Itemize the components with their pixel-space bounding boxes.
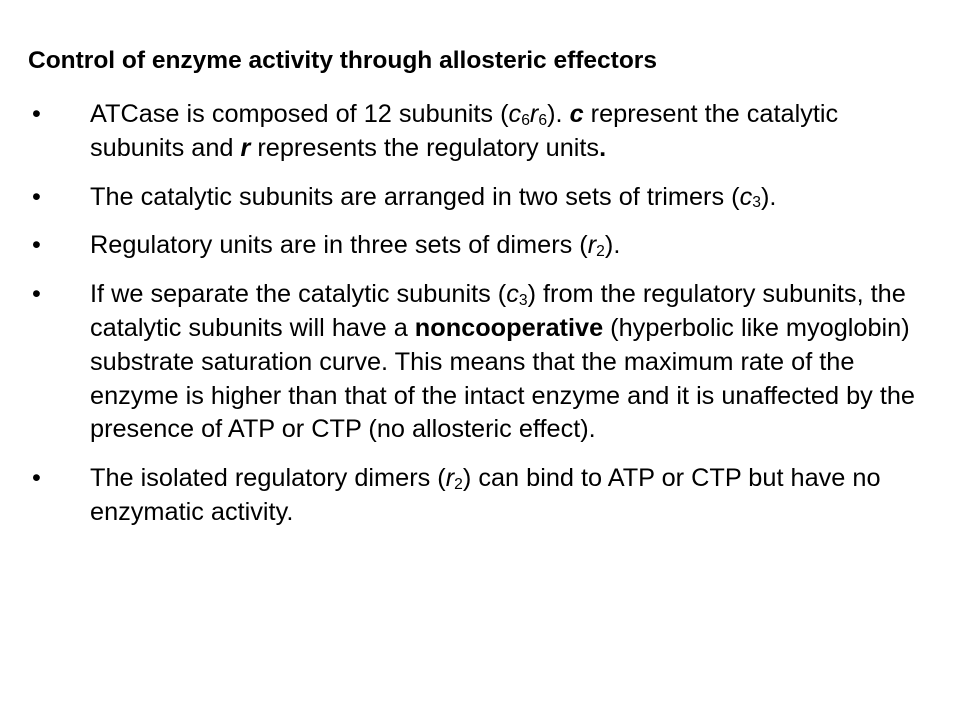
italic-symbol: c (506, 280, 519, 309)
bullet-list (32, 98, 937, 530)
slide-title: Control of enzyme activity through allosteric effectors (28, 47, 657, 74)
bullet-marker: • (32, 464, 41, 493)
text-run: Regulatory units are in three sets of dimers ( (90, 231, 588, 260)
italic-symbol: r (529, 100, 539, 128)
text-run: represent the catalytic subunits and (90, 100, 839, 162)
text-run: The isolated regulatory dimers ( (90, 464, 446, 493)
bullet-item-separated-catalytic (32, 278, 937, 447)
text-run: ). (604, 231, 621, 260)
subscript: 6 (538, 111, 548, 129)
text-run: (hyperbolic like myoglobin) substrate saturation curve. This means that the maximum rate of the enzyme is higher than that of the intact enzyme and it is unaffected by the presence of ATP or CTP (no allosteric effect). (90, 313, 915, 444)
subscript: 3 (518, 292, 528, 309)
subscript: 2 (596, 243, 605, 261)
subscript: 3 (752, 194, 761, 212)
subscript: 6 (521, 111, 530, 129)
text-run: ATCase is composed of 12 subunits ( (90, 100, 509, 128)
text-run: represents the regulatory units (250, 133, 600, 162)
bullet-item-catalytic-trimers (32, 181, 937, 215)
bold-term: noncooperative (414, 313, 604, 342)
bullet-item-isolated-regulatory (32, 462, 937, 530)
bullet-item-atcase-composition (32, 98, 937, 166)
text-run: ). (760, 182, 777, 211)
text-run: The catalytic subunits are arranged in two sets of trimers ( (90, 182, 740, 211)
bold-italic-symbol: c (569, 100, 584, 128)
subscript: 2 (454, 475, 463, 493)
italic-symbol: r (587, 231, 597, 260)
text-run: ) can bind to ATP or CTP but have no enzymatic activity. (90, 464, 881, 526)
bullet-marker: • (32, 182, 41, 211)
italic-symbol: c (508, 100, 522, 128)
bullet-text (90, 278, 937, 447)
bullet-marker: • (32, 100, 41, 128)
bullet-marker: • (32, 280, 41, 309)
text-run: If we separate the catalytic subunits ( (90, 280, 507, 309)
bullet-text (90, 181, 937, 215)
bullet-text (90, 229, 937, 263)
italic-symbol: c (739, 182, 753, 211)
bullet-text (90, 98, 937, 166)
text-run: ) from the regulatory subunits, the catalytic subunits will have a (90, 280, 906, 342)
bullet-marker: • (32, 231, 41, 260)
bullet-item-regulatory-dimers (32, 229, 937, 263)
italic-symbol: r (445, 464, 455, 493)
text-run: ). (547, 100, 570, 128)
bold-period: . (599, 133, 607, 162)
bullet-text (90, 462, 937, 530)
bold-italic-symbol: r (240, 133, 251, 162)
